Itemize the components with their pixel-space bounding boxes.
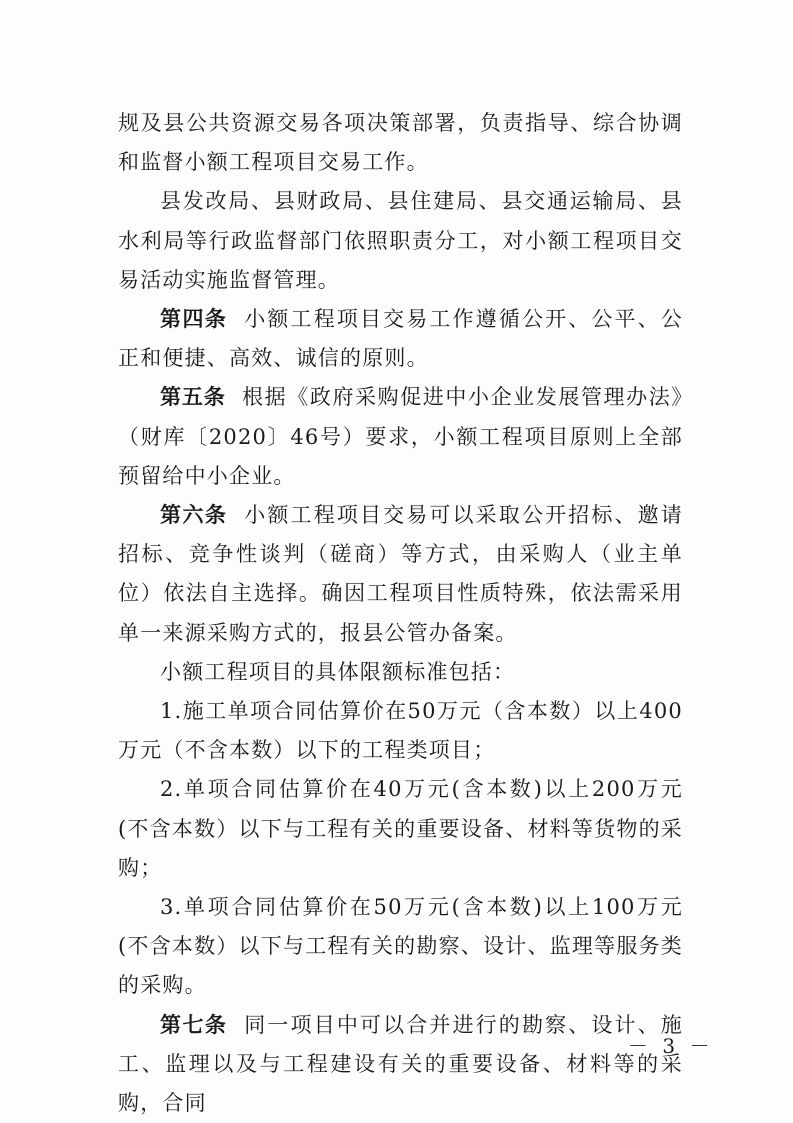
paragraph-continuation	[118, 104, 683, 182]
article-6-text: 小额工程项目交易可以采取公开招标、邀请招标、竞争性谈判（磋商）等方式，由采购人（业主单位）依法自主选择。确因工程项目性质特殊，依法需采用单一来源采购方式的，报县公管办备案。	[118, 503, 683, 645]
page-number: － 3 －	[628, 1034, 714, 1058]
list-item-text: 3.单项合同估算价在50万元(含本数)以上100万元(不含本数）以下与工程有关的勘察、设计、监理等服务类的采购。	[118, 895, 683, 998]
article-6-body	[118, 496, 683, 653]
article-6	[118, 496, 683, 653]
article-4-body	[118, 300, 683, 378]
paragraph-limit-standards	[118, 653, 683, 692]
article-5-body	[118, 378, 683, 496]
list-item-2	[118, 770, 683, 888]
article-4-text: 小额工程项目交易工作遵循公开、公平、公正和便捷、高效、诚信的原则。	[118, 307, 683, 371]
list-item-text: 2.单项合同估算价在40万元(含本数)以上200万元(不含本数）以下与工程有关的重要设备、材料等货物的采购；	[118, 777, 683, 880]
article-7-text: 同一项目中可以合并进行的勘察、设计、施工、监理以及与工程建设有关的重要设备、材料等的采购，合同	[118, 1012, 683, 1116]
article-4	[118, 300, 683, 378]
article-6-heading: 第六条	[160, 503, 228, 528]
list-item-text: 1.施工单项合同估算价在50万元（含本数）以上400万元（不含本数）以下的工程类项目；	[118, 699, 683, 763]
article-7-heading: 第七条	[160, 1012, 228, 1037]
article-7	[118, 1006, 683, 1123]
article-4-heading: 第四条	[160, 307, 228, 332]
article-7-body	[118, 1006, 683, 1123]
paragraph-text: 县发改局、县财政局、县住建局、县交通运输局、县水利局等行政监督部门依照职责分工，对小额工程项目交易活动实施监督管理。	[118, 189, 683, 292]
paragraph-text: 小额工程项目的具体限额标准包括：	[160, 659, 516, 684]
list-item-3	[118, 888, 683, 1006]
list-item-1	[118, 692, 683, 770]
article-5-heading: 第五条	[160, 385, 226, 410]
article-5-text: 根据《政府采购促进中小企业发展管理办法》（财库〔2020〕46号）要求，小额工程项目原则上全部预留给中小企业。	[118, 385, 684, 488]
document-body	[118, 104, 683, 1123]
paragraph-text: 规及县公共资源交易各项决策部署，负责指导、综合协调和监督小额工程项目交易工作。	[118, 111, 683, 175]
paragraph-supervision	[118, 182, 683, 300]
article-5	[118, 378, 683, 496]
